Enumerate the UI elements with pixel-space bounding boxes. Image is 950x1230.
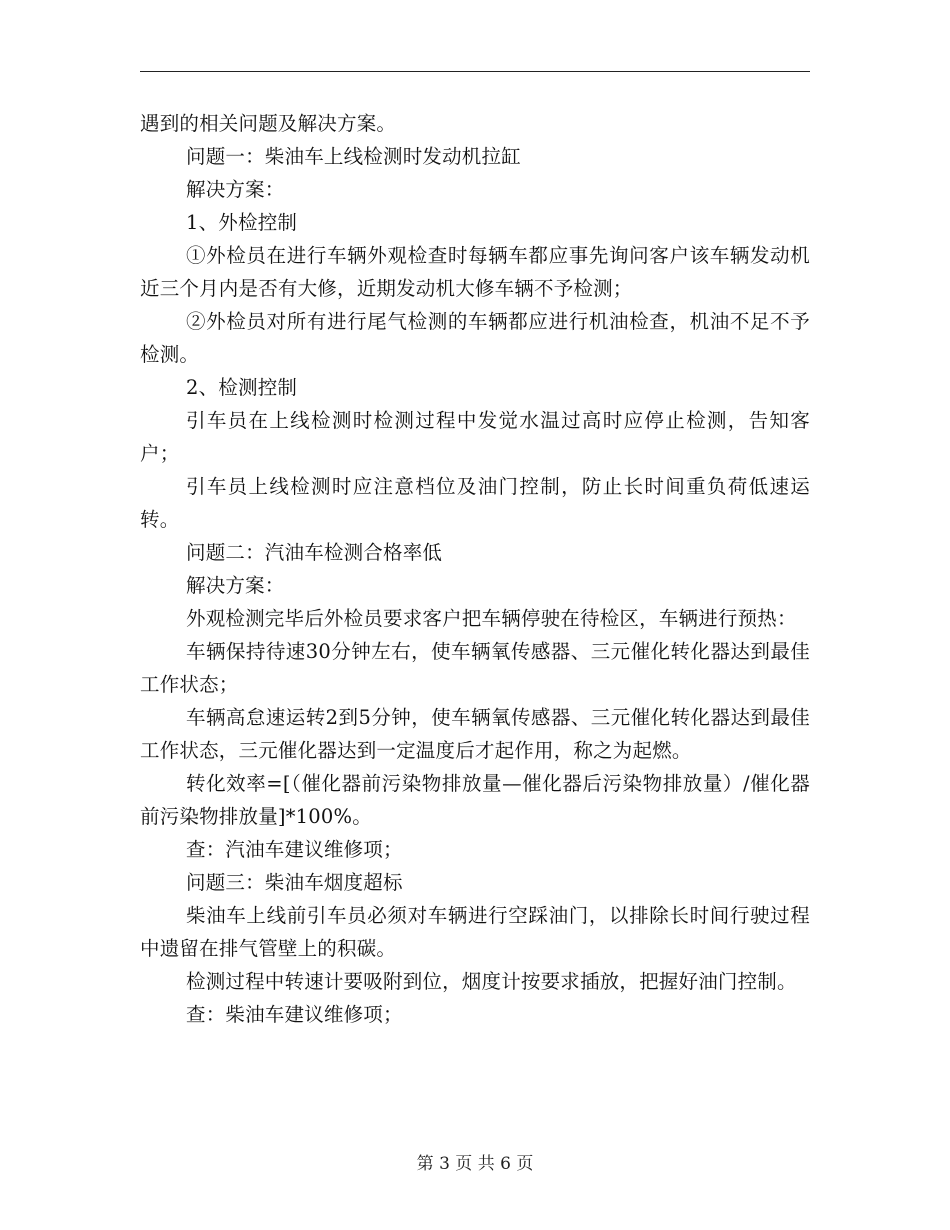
paragraph: 查：柴油车建议维修项； (186, 1003, 403, 1026)
paragraph: 外观检测完毕后外检员要求客户把车辆停驶在待检区，车辆进行预热： (186, 607, 797, 630)
paragraph: 问题三：柴油车烟度超标 (186, 871, 403, 894)
paragraph: 车辆保持待速30分钟左右，使车辆氧传感器、三元催化转化器达到最佳工作状态； (140, 640, 810, 696)
paragraph: 问题一：柴油车上线检测时发动机拉缸 (186, 145, 521, 168)
page-footer: 第 3 页 共 6 页 (416, 1154, 534, 1174)
paragraph: 引车员在上线检测时检测过程中发觉水温过高时应停止检测，告知客户； (140, 409, 810, 465)
paragraph: 检测过程中转速计要吸附到位，烟度计按要求插放，把握好油门控制。 (186, 970, 797, 993)
paragraph: 柴油车上线前引车员必须对车辆进行空踩油门，以排除长时间行驶过程中遗留在排气管壁上的积碳。 (140, 904, 810, 960)
paragraph: 车辆高怠速运转2到5分钟，使车辆氧传感器、三元催化转化器达到最佳工作状态，三元催化器达到一定温度后才起作用，称之为起燃。 (140, 706, 810, 762)
paragraph: ①外检员在进行车辆外观检查时每辆车都应事先询问客户该车辆发动机近三个月内是否有大修，近期发动机大修车辆不予检测； (140, 244, 810, 300)
header-rule (140, 71, 810, 72)
paragraph: 1、外检控制 (186, 211, 298, 234)
paragraph: 查：汽油车建议维修项； (186, 838, 403, 861)
paragraph: 遇到的相关问题及解决方案。 (140, 112, 397, 135)
paragraph: 转化效率=[（催化器前污染物排放量—催化器后污染物排放量）/催化器前污染物排放量]*100%。 (140, 772, 810, 828)
paragraph: 2、检测控制 (186, 376, 298, 399)
document-body (140, 107, 810, 1031)
paragraph: 引车员上线检测时应注意档位及油门控制，防止长时间重负荷低速运转。 (140, 475, 810, 531)
paragraph: 解决方案： (186, 178, 285, 201)
paragraph: ②外检员对所有进行尾气检测的车辆都应进行机油检查，机油不足不予检测。 (140, 310, 810, 366)
paragraph: 问题二：汽油车检测合格率低 (186, 541, 443, 564)
paragraph: 解决方案： (186, 574, 285, 597)
